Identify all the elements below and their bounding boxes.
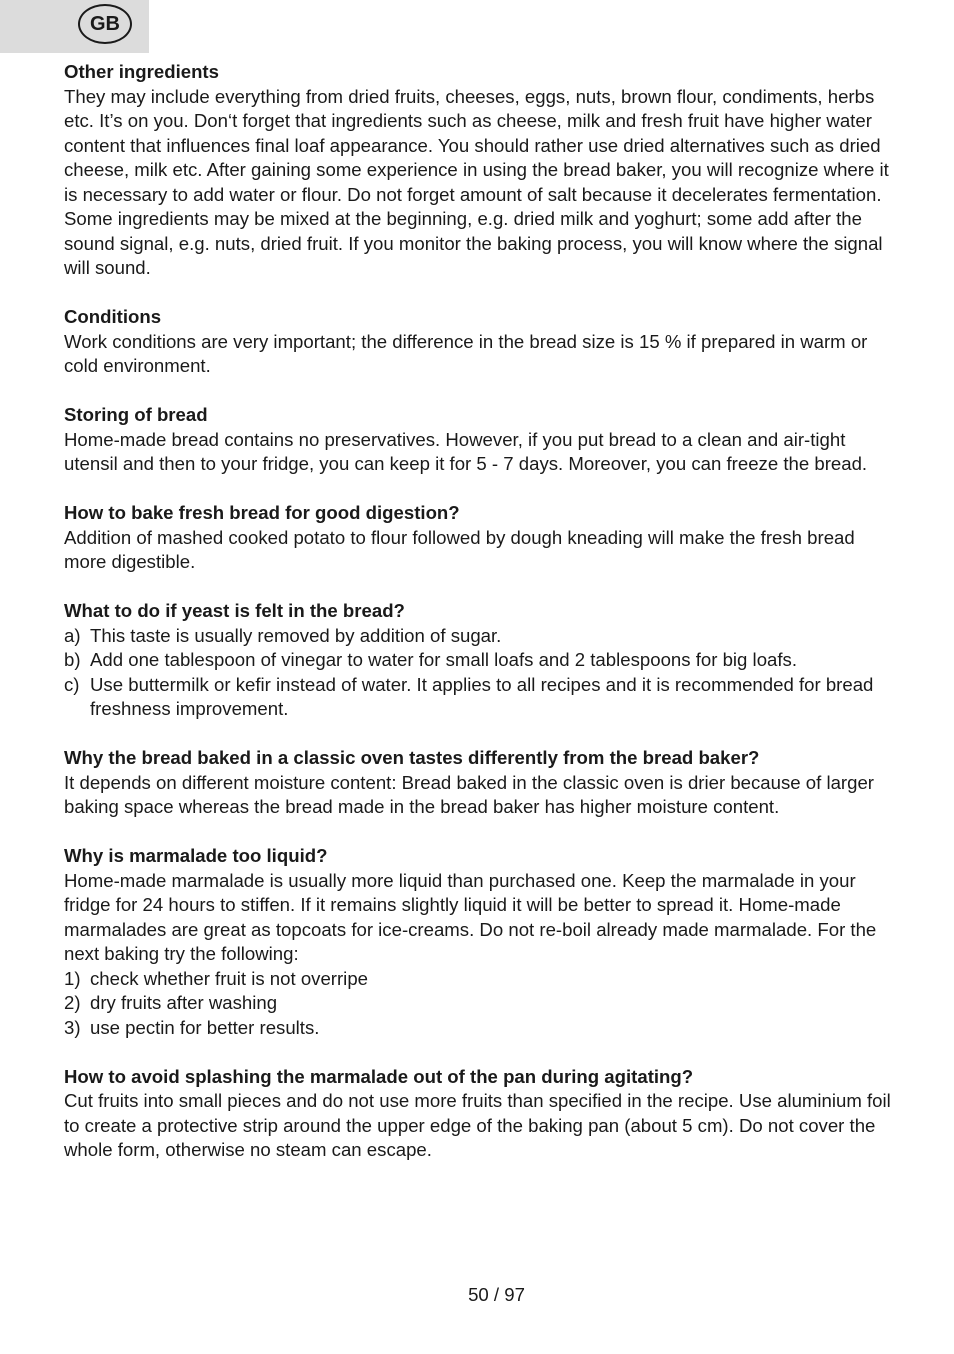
section-heading: How to bake fresh bread for good digestion? [64,502,460,523]
section-classic-oven-taste [64,746,894,820]
page-number: 50 / 97 [468,1284,525,1305]
section-heading: How to avoid splashing the marmalade out of the pan during agitating? [64,1065,694,1087]
section-paragraph: It depends on different moisture content: Bread baked in the classic oven is drier because of larger baking space whereas the bread made in the bread baker has higher moisture content. [64,771,874,817]
list-item-text: Use buttermilk or kefir instead of water. It applies to all recipes and it is recommended for bread freshness improvement. [90,673,874,719]
list-item [64,991,894,1016]
section-marmalade-too-liquid [64,844,894,1040]
section-marmalade-splashing [64,1065,894,1163]
list-item [64,624,894,649]
list-item-text: This taste is usually removed by addition of sugar. [90,624,502,646]
section-paragraph: Work conditions are very important; the difference in the bread size is 15 % if prepared in warm or cold environment. [64,330,868,376]
list-marker: c) [64,673,80,695]
section-storing-of-bread [64,403,894,477]
section-paragraph: They may include everything from dried fruits, cheeses, eggs, nuts, brown flour, condiments, herbs etc. It’s on you. Don‘t forget that ingredients such as cheese, milk and fresh fruit have higher water content that influences final loaf appearance. You should rather use dried alternatives such as dried cheese, milk etc. After gaining some experience in using the bread baker, you will recognize where it is necessary to add water or flour. Do not forget amount of salt because it decelerates fermentation. Some ingredients may be mixed at the beginning, e.g. dried milk and yoghurt; some add after the sound signal, e.g. nuts, dried fruit. If you monitor the baking process, you will know where the signal will sound. [64,85,889,278]
list-item-text: dry fruits after washing [90,992,278,1013]
section-heading: Why is marmalade too liquid? [64,845,328,866]
section-paragraph: Home-made bread contains no preservatives. However, if you put bread to a clean and air-tight utensil and then to your fridge, you can keep it for 5 - 7 days. Moreover, you can freeze the bread. [64,428,868,474]
list-item [64,673,894,722]
language-badge: GB [78,4,132,44]
section-heading: Conditions [64,306,162,327]
language-tab [0,0,149,53]
list-item [64,648,894,673]
section-paragraph: Addition of mashed cooked potato to flour followed by dough kneading will make the fresh bread more digestible. [64,526,855,572]
list-item [64,1016,894,1041]
list-item-text: use pectin for better results. [90,1016,320,1038]
section-conditions [64,305,894,379]
section-fresh-bread-digestion [64,501,894,575]
list-item-text: check whether fruit is not overripe [90,967,368,989]
section-paragraph: Cut fruits into small pieces and do not use more fruits than specified in the recipe. Use aluminium foil to create a protective strip around the upper edge of the baking pan (about 5 cm). Do not cover the whole form, otherwise no steam can escape. [64,1090,891,1160]
list-marker: 3) [64,1016,81,1038]
document-body [64,60,894,1163]
section-heading: Other ingredients [64,61,219,82]
list-item-text: Add one tablespoon of vinegar to water for small loafs and 2 tablespoons for big loafs. [90,649,797,670]
section-other-ingredients [64,60,894,281]
list-item [64,967,894,992]
list-marker: 2) [64,992,81,1013]
list-marker: a) [64,624,81,646]
list-marker: b) [64,649,81,670]
lettered-list [64,624,894,722]
section-yeast-in-bread [64,599,894,722]
list-marker: 1) [64,967,81,989]
section-heading: Why the bread baked in a classic oven tastes differently from the bread baker? [64,747,760,768]
numbered-list [64,967,894,1041]
section-paragraph: Home-made marmalade is usually more liquid than purchased one. Keep the marmalade in your fridge for 24 hours to stiffen. If it remains slightly liquid it will be better to spread it. Home-made marmalades are great as topcoats for ice-creams. Do not re-boil already made marmalade. For the next baking try the following: [64,869,877,964]
section-heading: What to do if yeast is felt in the bread? [64,600,405,621]
section-heading: Storing of bread [64,404,208,425]
